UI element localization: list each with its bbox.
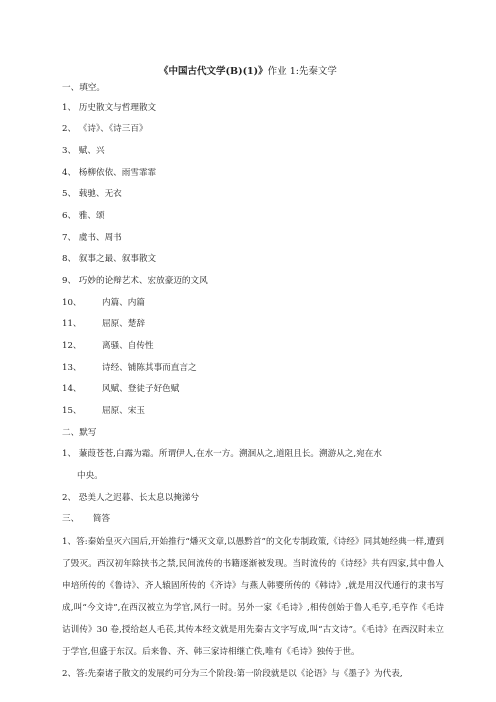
fill-item: 8、 叙事之最、叙事散文 [62, 254, 157, 264]
recite-item: 1、 蒹葭苍苍,白露为霜。所谓伊人,在水一方。溯洄从之,道阻且长。溯游从之,宛在水 [62, 449, 382, 459]
fill-item [62, 319, 145, 330]
fill-item [62, 384, 179, 395]
section-recite-heading: 二、默写 [62, 428, 97, 438]
section-short-heading: 三、 简答 [62, 514, 111, 524]
title-bold: 《中国古代文学(B)(1)》 [159, 66, 268, 77]
item-text: 屈原、宋玉 [102, 406, 145, 416]
item-number: 13、 [62, 363, 82, 373]
fill-item: 7、 虞书、周书 [62, 233, 122, 243]
item-number: 14、 [62, 384, 82, 394]
recite-item: 2、 恐美人之迟暮、长太息以掩涕兮 [62, 493, 200, 503]
item-number: 11、 [62, 319, 82, 329]
fill-item: 9、 巧妙的论辩艺术、宏放豪迈的文风 [62, 276, 208, 286]
item-number: 10、 [62, 298, 82, 308]
fill-item [62, 406, 145, 417]
answer-1: 1、答:秦始皇灭六国后,开始推行“燔灭文章,以愚黔首”的文化专制政策,《诗经》同其她经典一样,遭到了毁灭。西汉初年除挟书之禁,民间流传的书籍逐渐被发现。当时流传的《诗经》共有四家,其中鲁人申培所传的《鲁诗》、齐人辕固所传的《齐诗》与燕人韩婴所传的《韩诗》,就是用汉代通行的隶书写成,叫“今文诗”,在西汉被立为学官,风行一时。另外一家《毛诗》,相传创始于鲁人毛亨,毛亨作《毛诗诂训传》30 卷,授给赵人毛苌,其传本经文就是用先秦古文字写成,叫“古文诗”。《毛诗》在西汉时未立于学官,但盛于东汉。后来鲁、齐、韩三家诗相继亡佚,唯有《毛诗》独传于世。 [62, 537, 444, 657]
item-text: 诗经、铺陈其事而直言之 [102, 363, 197, 373]
fill-item [62, 341, 154, 352]
fill-item: 1、 历史散文与哲理散文 [62, 103, 157, 113]
title-rest: 作业 1:先秦文学 [267, 66, 337, 77]
fill-item: 4、 杨柳依依、雨雪霏霏 [62, 168, 157, 178]
fill-item: 5、 载驰、无衣 [62, 189, 122, 199]
answer-2: 2、答:先秦诸子散文的发展约可分为三个阶段:第一阶段就是以《论语》与《墨子》为代表, [62, 669, 403, 679]
item-text: 内篇、内篇 [102, 298, 145, 308]
fill-item: 6、 雅、颂 [62, 211, 105, 221]
item-text: 屈原、楚辞 [102, 319, 145, 329]
recite-item-continuation: 中央。 [77, 471, 103, 481]
item-text: 风赋、登徒子好色赋 [102, 384, 180, 394]
answer-paragraph [62, 531, 444, 685]
fill-item: 2、 《诗》、《诗三百》 [62, 124, 148, 134]
fill-item [62, 363, 197, 374]
item-number: 15、 [62, 406, 82, 416]
section-fill-heading: 一、填空。 [62, 83, 105, 93]
item-number: 12、 [62, 341, 82, 351]
fill-item [62, 298, 145, 309]
fill-item: 3、 赋、兴 [62, 146, 105, 156]
page-title [0, 63, 496, 77]
item-text: 离骚、自传性 [102, 341, 154, 351]
